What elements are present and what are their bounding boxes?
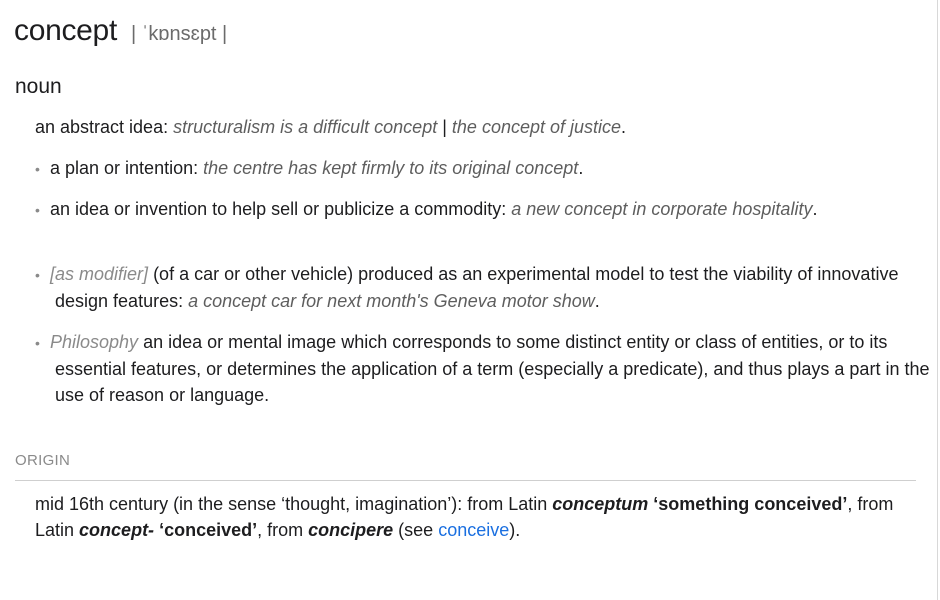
origin-text-segment: , from [257, 520, 309, 540]
origin-text-segment: mid 16th century (in the sense ‘thought, imagination’): from Latin [35, 494, 553, 514]
sense-definition: (of a car or other vehicle) produced as an experimental model to test the viability of innovative design features: [55, 264, 899, 311]
sense-example: the concept of justice [451, 117, 622, 137]
sense-end: . [621, 117, 627, 137]
conceive-link[interactable]: conceive [438, 520, 510, 540]
sense-definition: a plan or intention: [50, 158, 199, 178]
sense-5 [35, 329, 930, 408]
sense-3 [35, 196, 930, 223]
bullet: • [35, 335, 40, 351]
sense-end: . [594, 291, 600, 311]
pronunciation: | ˈkɒnsɛpt | [130, 23, 228, 45]
example-separator: | [442, 117, 447, 137]
headword: concept [14, 14, 117, 47]
origin-text-segment: (see [393, 520, 439, 540]
sense-definition: an abstract idea: [35, 117, 169, 137]
part-of-speech: noun [15, 75, 62, 98]
origin-text [35, 491, 910, 543]
section-divider [15, 480, 916, 481]
origin-heading: ORIGIN [15, 452, 71, 469]
bullet: • [35, 202, 40, 218]
sense-end: . [578, 158, 584, 178]
sense-example: structuralism is a difficult concept [173, 117, 438, 137]
etymon-concept: concept- [79, 520, 155, 540]
origin-text-segment: , from Latin [35, 494, 894, 540]
sense-example: a new concept in corporate hospitality [511, 199, 813, 219]
sense-2 [35, 155, 930, 182]
bullet: • [35, 267, 40, 283]
sense-definition: an idea or invention to help sell or publicize a commodity: [50, 199, 507, 219]
etymon-conceptum: conceptum [552, 494, 649, 514]
sense-example: the centre has kept firmly to its original concept [203, 158, 579, 178]
usage-label: [as modifier] [50, 264, 149, 284]
etymon-concipere: concipere [308, 520, 394, 540]
sense-definition: an idea or mental image which corresponds to some distinct entity or class of entities, or to its essential features, or determines the application of a term (especially a predicate), and thus plays a part in the use of reason or language. [55, 332, 930, 405]
sense-1 [35, 114, 910, 140]
gloss: ‘conceived’ [154, 520, 258, 540]
sense-example: a concept car for next month's Geneva motor show [188, 291, 595, 311]
sense-end: . [812, 199, 818, 219]
sense-4 [35, 261, 930, 314]
bullet: • [35, 161, 40, 177]
subject-label: Philosophy [50, 332, 139, 352]
origin-text-segment: ). [509, 520, 521, 540]
headword-row [14, 14, 227, 48]
gloss: ‘something conceived’ [648, 494, 848, 514]
